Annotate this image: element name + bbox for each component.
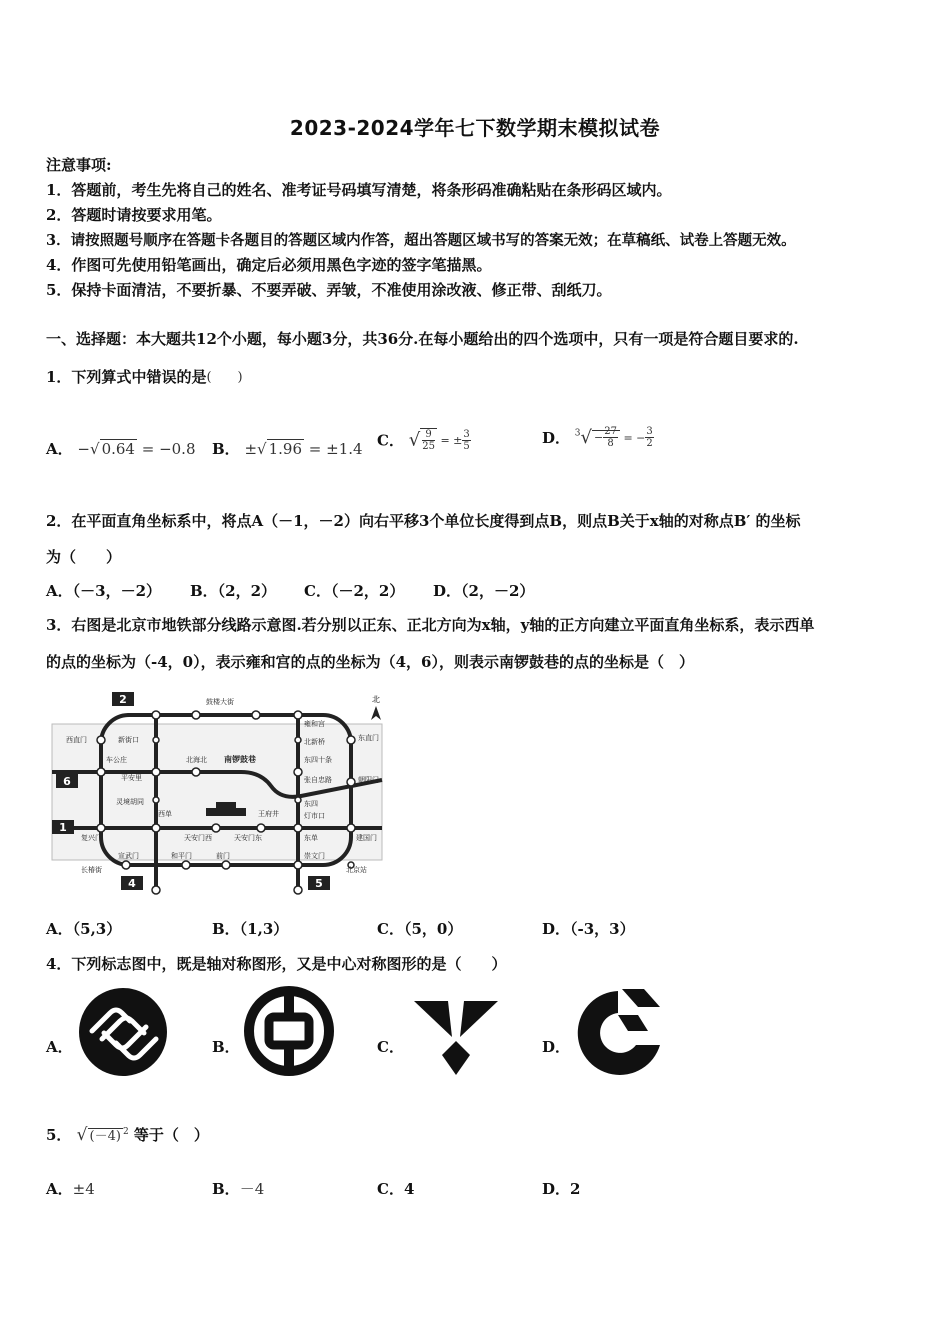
station-dot — [152, 824, 160, 832]
station-label: 平安里 — [121, 774, 142, 782]
station-label-highlight: 南锣鼓巷 — [224, 755, 256, 764]
station-label: 灯市口 — [304, 812, 325, 820]
q2-option-a: A．（－3，－2） — [46, 582, 162, 600]
question-2-stem: 2．在平面直角坐标系中，将点A（－1，－2）向右平移3个单位长度得到点B，则点B关于x轴的对称点B′ 的坐标 — [46, 512, 801, 530]
q3-option-d: D．（-3，3） — [542, 920, 635, 938]
question-3-stem-cont: 的点的坐标为（-4，0），表示雍和宫的点的坐标为（4，6），则表示南锣鼓巷的点的坐标是（ ） — [46, 653, 694, 671]
station-label: 崇文门 — [304, 852, 325, 860]
station-dot — [294, 824, 302, 832]
station-label: 复兴门 — [81, 834, 102, 842]
china-mobile-logo-icon — [78, 987, 168, 1077]
station-label: 建国门 — [356, 834, 377, 842]
question-3-stem: 3．右图是北京市地铁部分线路示意图.若分别以正东、正北方向为x轴，y轴的正方向建立平面直角坐标系，表示西单 — [46, 616, 815, 634]
q5-option-b: B．－4 — [212, 1180, 265, 1198]
station-label: 灵境胡同 — [116, 798, 144, 806]
notice-item: 2．答题时请按要求用笔。 — [46, 206, 222, 224]
station-label: 北新桥 — [304, 738, 325, 746]
station-label: 鼓楼大街 — [206, 698, 234, 706]
bank-of-china-logo-icon — [243, 985, 335, 1077]
notice-item: 5．保持卡面清洁，不要折暴、不要弄破、弄皱，不准使用涂改液、修正带、刮纸刀。 — [46, 281, 612, 299]
station-dot — [347, 778, 355, 786]
q5-option-a: A．±4 — [46, 1180, 95, 1198]
station-label: 东单 — [304, 834, 318, 842]
station-dot — [294, 886, 302, 894]
station-dot — [97, 824, 105, 832]
q3-option-c: C．（5，0） — [377, 920, 463, 938]
station-label: 宣武门 — [118, 852, 139, 860]
q3-option-b: B．（1,3） — [212, 920, 289, 938]
station-label: 张自忠路 — [304, 776, 332, 784]
notice-item: 4．作图可先使用铅笔画出，确定后必须用黑色字迹的签字笔描黑。 — [46, 256, 492, 274]
line-badge-1: 1 — [59, 821, 67, 834]
station-dot — [222, 861, 230, 869]
tiananmen-roof-icon — [216, 802, 236, 808]
station-dot — [153, 797, 159, 803]
notice-heading: 注意事项: — [46, 156, 112, 174]
q4-label-d: D． — [542, 1038, 571, 1056]
construction-bank-logo-icon — [572, 985, 664, 1079]
station-label: 王府井 — [258, 810, 279, 818]
q1-option-d: D． $^3$√ − $\frac{27}{8}$ = − $\frac{3}{2}$ — [542, 426, 653, 449]
line-badge-2: 2 — [119, 693, 127, 706]
station-dot — [152, 711, 160, 719]
q1-option-a: A． −√ 0.64 = −0.8 — [46, 440, 196, 458]
line-badge-6: 6 — [63, 775, 71, 788]
station-label: 东四十条 — [304, 756, 332, 764]
line-badge-5: 5 — [315, 877, 323, 890]
q2-option-c: C．（－2，2） — [304, 582, 405, 600]
station-dot — [97, 768, 105, 776]
station-label: 车公庄 — [106, 756, 127, 764]
station-dot — [152, 768, 160, 776]
station-label: 朝阳门 — [358, 776, 379, 784]
station-dot — [294, 861, 302, 869]
station-dot — [294, 711, 302, 719]
page-title: 2023-2024学年七下数学期末模拟试卷 — [289, 116, 661, 140]
q4-label-b: B． — [212, 1038, 240, 1056]
notice-item: 3．请按照题号顺序在答题卡各题目的答题区域内作答，超出答题区域书写的答案无效；在草稿纸、试卷上答题无效。 — [46, 232, 796, 249]
section-heading: 一、选择题：本大题共12个小题，每小题3分，共36分.在每小题给出的四个选项中，只有一项是符合题目要求的. — [46, 330, 799, 348]
q1-option-c: C． √ $\frac{9}{25}$ = ± $\frac{3}{5}$ — [377, 428, 470, 452]
station-dot — [347, 824, 355, 832]
triangle-logo-icon — [412, 997, 500, 1077]
station-dot — [192, 768, 200, 776]
station-dot — [257, 824, 265, 832]
tiananmen-icon — [206, 808, 246, 816]
line-badge-4: 4 — [128, 877, 136, 890]
station-label: 雍和宫 — [304, 720, 325, 728]
station-dot — [182, 861, 190, 869]
station-label: 西单 — [158, 810, 172, 818]
station-label: 前门 — [216, 852, 230, 860]
station-dot — [294, 768, 302, 776]
station-label: 东四 — [304, 800, 318, 808]
notice-item: 1．答题前，考生先将自己的姓名、准考证号码填写清楚，将条形码准确粘贴在条形码区域内。 — [46, 181, 672, 199]
station-dot — [295, 737, 301, 743]
station-dot — [153, 737, 159, 743]
north-arrow-icon — [371, 706, 381, 720]
station-label: 新街口 — [118, 736, 139, 744]
station-label: 天安门东 — [234, 834, 262, 842]
station-dot — [295, 797, 301, 803]
station-label: 北海北 — [186, 756, 207, 764]
station-dot — [97, 736, 105, 744]
question-2-stem-cont: 为（ ） — [46, 548, 122, 566]
q2-option-d: D．（2，－2） — [433, 582, 535, 600]
station-label: 东直门 — [358, 734, 379, 742]
q2-option-b: B．（2，2） — [190, 582, 277, 600]
north-label: 北 — [372, 695, 380, 704]
q5-option-c: C．4 — [377, 1180, 415, 1198]
station-label: 西直门 — [66, 736, 87, 744]
q5-option-d: D．2 — [542, 1180, 581, 1198]
station-label: 北京站 — [346, 866, 367, 874]
station-dot — [252, 711, 260, 719]
q4-label-a: A． — [46, 1038, 73, 1056]
station-label: 天安门西 — [184, 834, 212, 842]
q4-label-c: C． — [377, 1038, 404, 1056]
subway-map — [46, 690, 391, 900]
station-dot — [122, 861, 130, 869]
station-dot — [192, 711, 200, 719]
question-4-stem: 4．下列标志图中，既是轴对称图形，又是中心对称图形的是（ ） — [46, 955, 507, 973]
question-5-stem: 5． √ (－4) $^2$ 等于（ ） — [46, 1125, 209, 1145]
station-label: 和平门 — [171, 852, 192, 860]
station-dot — [152, 886, 160, 894]
station-dot — [347, 736, 355, 744]
q1-option-b: B． ±√ 1.96 = ±1.4 — [212, 440, 363, 458]
station-dot — [212, 824, 220, 832]
question-1-stem: 1．下列算式中错误的是( ) — [46, 368, 243, 386]
q3-option-a: A．（5,3） — [46, 920, 122, 938]
station-label: 长椿街 — [81, 866, 102, 874]
